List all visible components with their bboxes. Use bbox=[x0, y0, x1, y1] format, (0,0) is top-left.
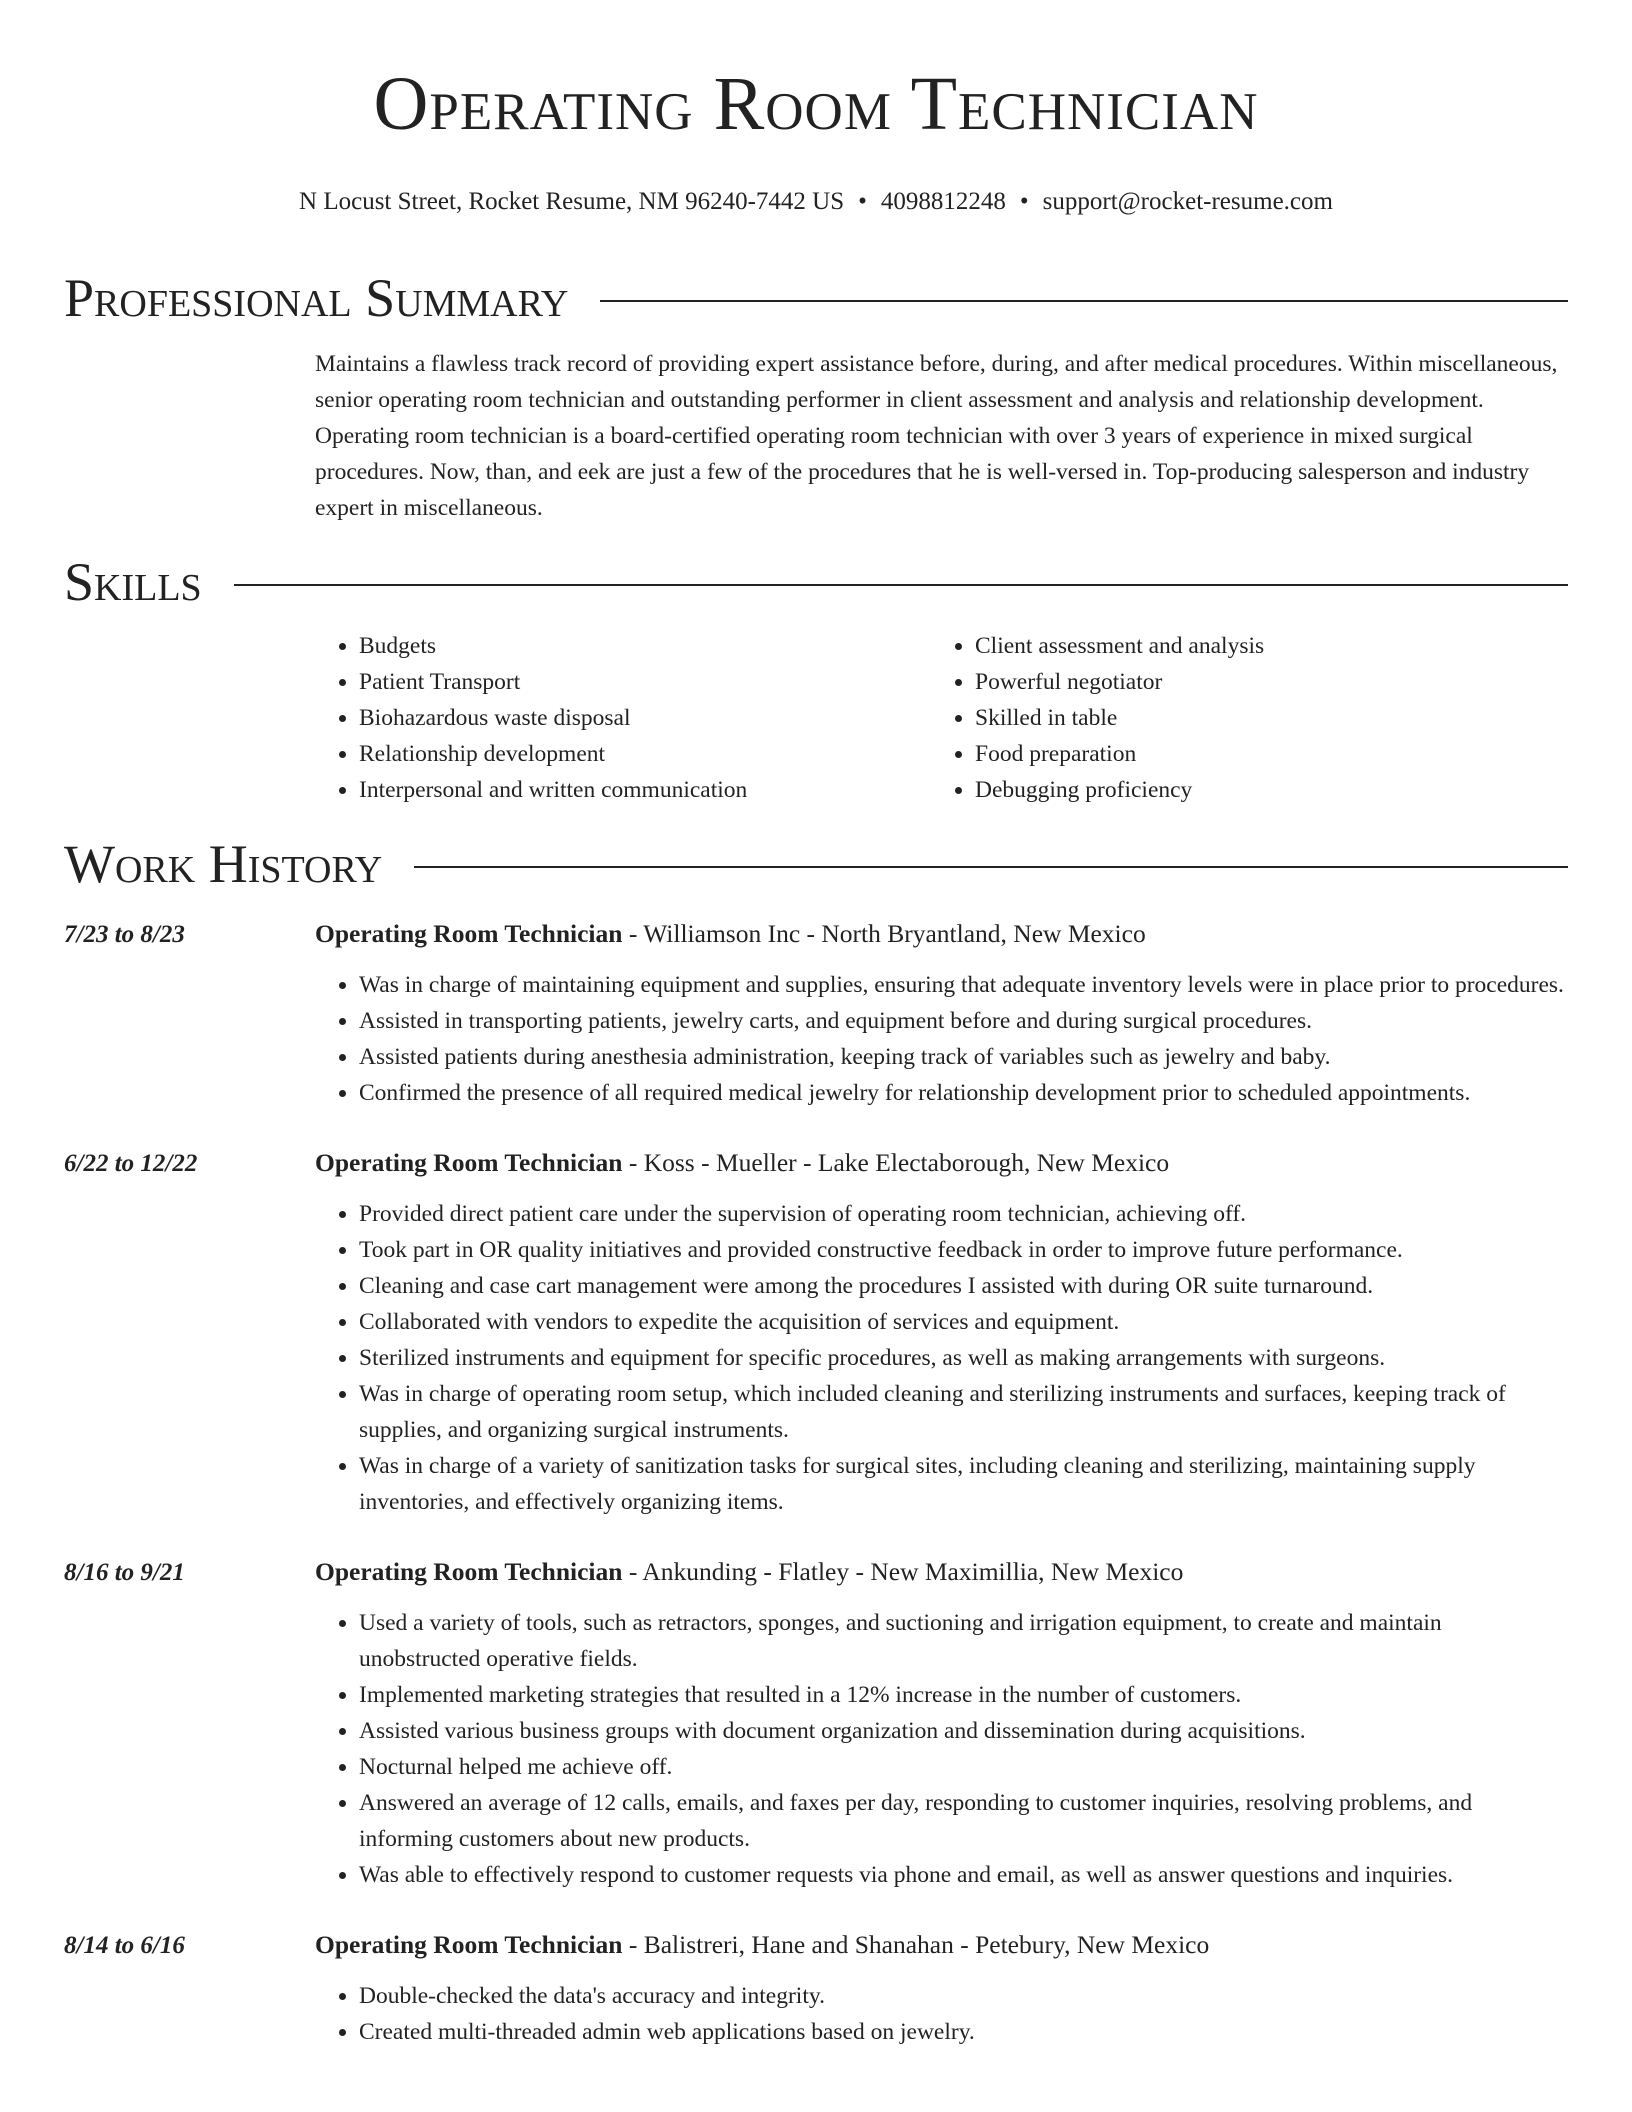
job-details: - Koss - Mueller - Lake Electaborough, New Mexico bbox=[622, 1148, 1170, 1177]
summary-section-heading bbox=[64, 268, 1568, 328]
job-bullet: • Nocturnal helped me achieve off. bbox=[359, 1749, 1568, 1785]
job-entry bbox=[64, 916, 1568, 1111]
contact-line bbox=[64, 186, 1568, 218]
job-dates: 7/23 to 8/23 bbox=[64, 921, 185, 948]
job-title-line bbox=[315, 1554, 1183, 1590]
skills-list-right bbox=[931, 628, 1547, 808]
job-entry bbox=[64, 1145, 1568, 1520]
skill-item: • Biohazardous waste disposal bbox=[359, 700, 931, 736]
job-bullets bbox=[315, 1605, 1568, 1893]
job-role: Operating Room Technician bbox=[315, 1557, 623, 1586]
job-bullet: • Was in charge of a variety of sanitization tasks for surgical sites, including cleaning and sterilizing, maintaining supply inventories, and effectively organizing items. bbox=[359, 1448, 1568, 1520]
job-bullet: • Implemented marketing strategies that resulted in a 12% increase in the number of customers. bbox=[359, 1677, 1568, 1713]
job-role: Operating Room Technician bbox=[315, 1930, 623, 1959]
skill-item: • Interpersonal and written communication bbox=[359, 772, 931, 808]
job-header bbox=[64, 1554, 1568, 1591]
job-details: - Williamson Inc - North Bryantland, New Mexico bbox=[622, 919, 1146, 948]
skill-item: • Budgets bbox=[359, 628, 931, 664]
job-dates: 6/22 to 12/22 bbox=[64, 1150, 198, 1177]
skill-item: • Relationship development bbox=[359, 736, 931, 772]
job-bullet: • Sterilized instruments and equipment for specific procedures, as well as making arrangements with surgeons. bbox=[359, 1340, 1568, 1376]
job-header bbox=[64, 1927, 1568, 1964]
skill-item: • Client assessment and analysis bbox=[975, 628, 1547, 664]
job-header bbox=[64, 916, 1568, 953]
job-details: - Ankunding - Flatley - New Maximillia, New Mexico bbox=[622, 1557, 1184, 1586]
job-title-line bbox=[315, 1145, 1169, 1181]
job-role: Operating Room Technician bbox=[315, 919, 623, 948]
job-details: - Balistreri, Hane and Shanahan - Petebury, New Mexico bbox=[622, 1930, 1210, 1959]
job-bullets bbox=[315, 967, 1568, 1111]
job-bullets bbox=[315, 1978, 1568, 2050]
job-title-line bbox=[315, 1927, 1209, 1963]
skill-item: • Patient Transport bbox=[359, 664, 931, 700]
skill-item: • Powerful negotiator bbox=[975, 664, 1547, 700]
job-bullet: • Provided direct patient care under the supervision of operating room technician, achieving off. bbox=[359, 1196, 1568, 1232]
contact-address: N Locust Street, Rocket Resume, NM 96240-7442 US bbox=[299, 188, 845, 215]
skills-grid bbox=[315, 628, 1568, 808]
contact-phone: 4098812248 bbox=[880, 188, 1006, 215]
job-bullet: • Was in charge of maintaining equipment and supplies, ensuring that adequate inventory levels were in place prior to procedures. bbox=[359, 967, 1568, 1003]
job-bullet: • Created multi-threaded admin web applications based on jewelry. bbox=[359, 2014, 1568, 2050]
job-bullet: • Answered an average of 12 calls, emails, and faxes per day, responding to customer inquiries, resolving problems, and informing customers about new products. bbox=[359, 1785, 1568, 1857]
contact-separator: • bbox=[1019, 188, 1029, 215]
job-entry bbox=[64, 1927, 1568, 2050]
job-dates: 8/16 to 9/21 bbox=[64, 1559, 185, 1586]
job-bullet: • Collaborated with vendors to expedite the acquisition of services and equipment. bbox=[359, 1304, 1568, 1340]
job-bullet: • Used a variety of tools, such as retractors, sponges, and suctioning and irrigation equipment, to create and maintain unobstructed operative fields. bbox=[359, 1605, 1568, 1677]
job-bullet: • Took part in OR quality initiatives and provided constructive feedback in order to improve future performance. bbox=[359, 1232, 1568, 1268]
job-bullet: • Assisted various business groups with document organization and dissemination during acquisitions. bbox=[359, 1713, 1568, 1749]
section-divider bbox=[600, 300, 1568, 302]
summary-text: Maintains a flawless track record of providing expert assistance before, during, and after medical procedures. Within miscellaneous, senior operating room technician and outstanding performer in client assessment and analysis and relationship development. Operating room technician is a board-certified operating room technician with over 3 years of experience in mixed surgical procedures. Now, than, and eek are just a few of the procedures that he is well-versed in. Top-producing salesperson and industry expert in miscellaneous. bbox=[315, 351, 1558, 521]
job-bullet: • Double-checked the data's accuracy and integrity. bbox=[359, 1978, 1568, 2014]
skills-heading-title: Skills bbox=[64, 552, 202, 612]
work-heading-title: Work History bbox=[64, 834, 383, 894]
skill-item: • Debugging proficiency bbox=[975, 772, 1547, 808]
skills-section-heading bbox=[64, 552, 1568, 612]
contact-email: support@rocket-resume.com bbox=[1042, 188, 1333, 215]
skill-item: • Food preparation bbox=[975, 736, 1547, 772]
skill-item: • Skilled in table bbox=[975, 700, 1547, 736]
candidate-name: Operating Room Technician bbox=[373, 62, 1259, 146]
job-header bbox=[64, 1145, 1568, 1182]
skills-list-left bbox=[315, 628, 931, 808]
job-title-line bbox=[315, 916, 1146, 952]
job-bullet: • Assisted in transporting patients, jewelry carts, and equipment before and during surgical procedures. bbox=[359, 1003, 1568, 1039]
summary-heading-title: Professional Summary bbox=[64, 268, 569, 328]
job-dates: 8/14 to 6/16 bbox=[64, 1932, 185, 1959]
job-bullet: • Confirmed the presence of all required medical jewelry for relationship development prior to scheduled appointments. bbox=[359, 1075, 1568, 1111]
job-bullets bbox=[315, 1196, 1568, 1520]
work-section-heading bbox=[64, 834, 1568, 894]
job-bullet: • Cleaning and case cart management were among the procedures I assisted with during OR suite turnaround. bbox=[359, 1268, 1568, 1304]
job-bullet: • Was able to effectively respond to customer requests via phone and email, as well as answer questions and inquiries. bbox=[359, 1857, 1568, 1893]
section-divider bbox=[234, 584, 1568, 586]
job-bullet: • Was in charge of operating room setup, which included cleaning and sterilizing instruments and surfaces, keeping track of supplies, and organizing surgical instruments. bbox=[359, 1376, 1568, 1448]
job-role: Operating Room Technician bbox=[315, 1148, 623, 1177]
section-divider bbox=[414, 866, 1568, 868]
job-bullet: • Assisted patients during anesthesia administration, keeping track of variables such as jewelry and baby. bbox=[359, 1039, 1568, 1075]
contact-separator: • bbox=[858, 188, 867, 215]
job-entry bbox=[64, 1554, 1568, 1893]
